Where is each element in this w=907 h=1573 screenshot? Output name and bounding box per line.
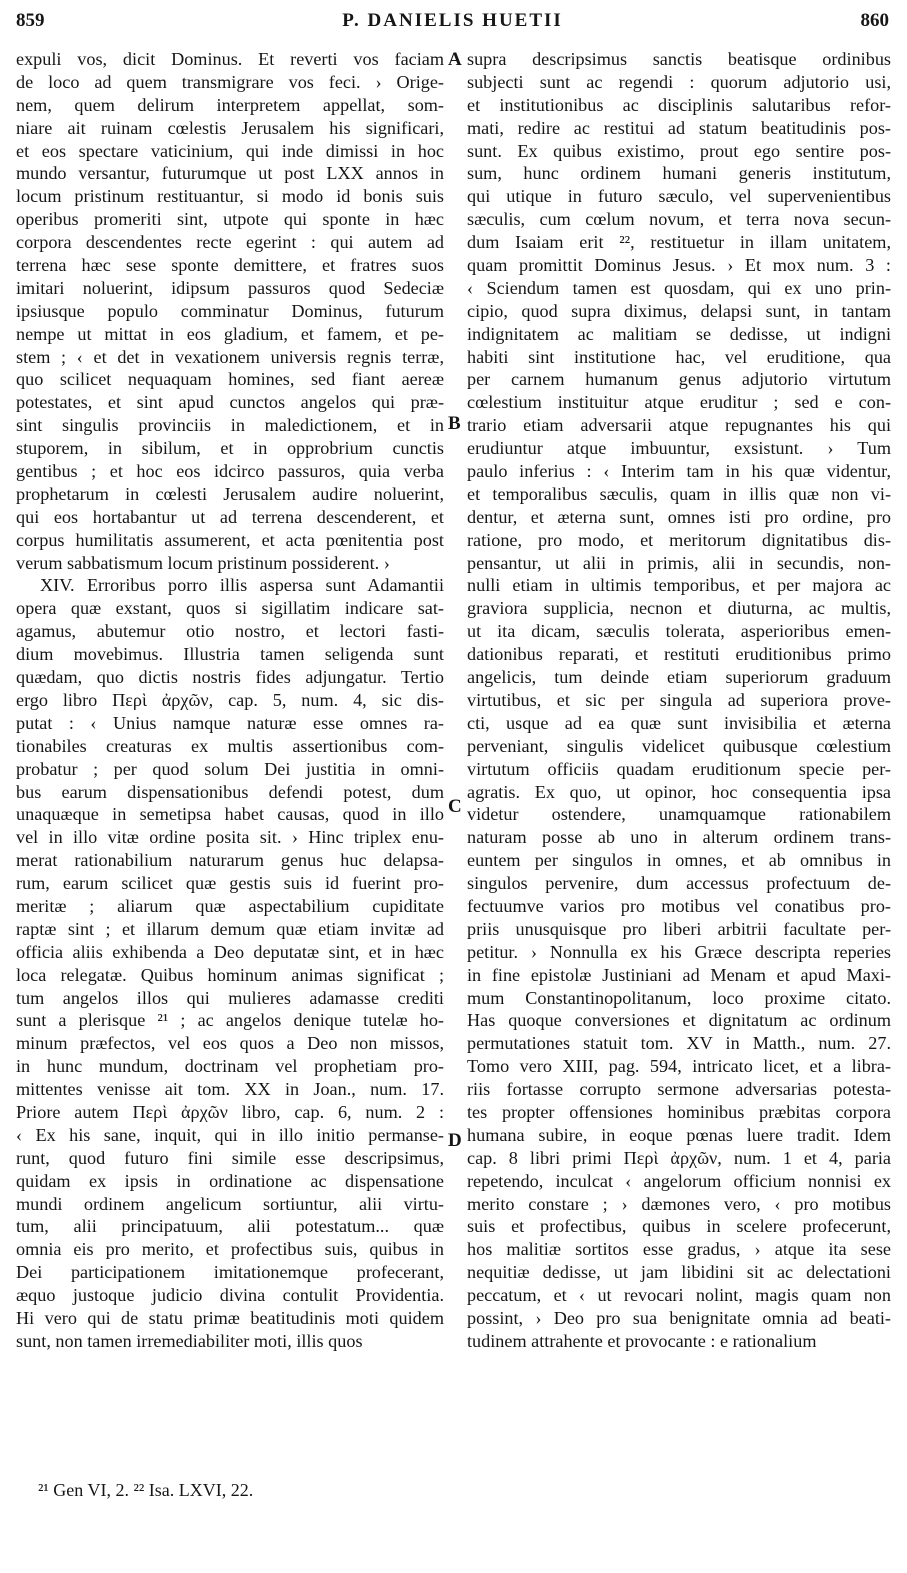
text-line: ergo libro Περὶ ἀρχῶν, cap. 5, num. 4, sic dis- xyxy=(16,689,444,710)
margin-mark-a: A xyxy=(448,49,462,70)
text-line: de loco ad quem transmigrare vos feci. › Orige- xyxy=(16,71,444,92)
text-line: merito constare ; › dæmones vero, ‹ pro motibus xyxy=(467,1193,891,1214)
text-line: corpus humilitatis assumerent, et acta pœnitentia post xyxy=(16,529,444,550)
text-line: stuporem, in sibilum, et in opprobrium cunctis xyxy=(16,438,444,459)
text-line: qui utique in futuro sæculo, vel supervenientibus xyxy=(467,186,891,207)
text-line: terrena hæc sese sponte demittere, et fratres suos xyxy=(16,255,444,276)
text-line: quædam, quo dictis nostris fides adjungatur. Tertio xyxy=(16,667,444,688)
text-line: permutationes statuit tom. XV in Matth., num. 27. xyxy=(467,1033,891,1054)
text-line: imitari noluerint, idipsum passuros quod Sedeciæ xyxy=(16,277,444,298)
text-line: dium movebimus. Illustria tamen seligenda sunt xyxy=(16,644,444,665)
text-line: dum Isaiam erit ²², restituetur in illam unitatem, xyxy=(467,232,891,253)
text-line: naturam posse ab uno in alterum ordinem trans- xyxy=(467,827,891,848)
text-line: tionabiles creaturas ex multis assertionibus com- xyxy=(16,735,444,756)
text-line: virtutum officiis quadam eruditionum specie per- xyxy=(467,758,891,779)
page-number-left: 859 xyxy=(16,10,45,31)
text-line: minum præfectos, vel eos quos a Deo non missos, xyxy=(16,1033,444,1054)
running-header xyxy=(16,10,889,42)
text-line: operibus promeriti sint, utpote qui sponte in hæc xyxy=(16,209,444,230)
text-line: habiti sint institutione hac, vel eruditione, qua xyxy=(467,346,891,367)
text-line: singulos pervenire, dum accessus profectuum de- xyxy=(467,873,891,894)
text-line: locum pristinum restituantur, si modo id bonis suis xyxy=(16,186,444,207)
text-line: nulli etiam in ultimis temporibus, et per majora ac xyxy=(467,575,891,596)
text-line: graviora supplicia, necnon et diuturna, ac multis, xyxy=(467,598,891,619)
text-line: quam promittit Dominus Jesus. › Et mox num. 3 : xyxy=(467,255,891,276)
text-line: loca relegatæ. Quibus hominum animas significat ; xyxy=(16,964,444,985)
text-line: repetendo, inculcat ‹ angelorum officium nonnisi ex xyxy=(467,1170,891,1191)
text-line: fectuumve varios pro motibus vel conatibus pro- xyxy=(467,895,891,916)
text-line: nequitiæ dedisse, ut jam libidini sit ac delectationi xyxy=(467,1262,891,1283)
text-line: sunt, non tamen irremediabiliter moti, illis quos xyxy=(16,1330,363,1351)
text-line: per carnem humanum genus adjutorio virtutum xyxy=(467,369,891,390)
text-line: tudinem attrahente et provocante : e rationalium xyxy=(467,1330,817,1351)
text-line: stem ; ‹ et det in vexationem universis regnis terræ, xyxy=(16,346,444,367)
text-line: pensantur, ut alii in primis, alii in secundis, non- xyxy=(467,552,891,573)
text-line: prophetarum in cœlesti Jerusalem audire noluerint, xyxy=(16,483,444,504)
text-line: dentur, et æterna sunt, omnes isti pro ordine, pro xyxy=(467,506,891,527)
text-line: niare ait ruinam cœlestis Jerusalem his significari, xyxy=(16,117,444,138)
text-line: peccatum, et ‹ ut revocari nolint, magis quam non xyxy=(467,1285,891,1306)
text-line: expuli vos, dicit Dominus. Et reverti vos faciam xyxy=(16,49,444,69)
page-number-right: 860 xyxy=(860,10,889,31)
text-line: unaquæque in semetipsa habet causas, quod in illo xyxy=(16,804,444,825)
text-line: XIV. Erroribus porro illis aspersa sunt Adamantii xyxy=(40,575,444,596)
text-line: suis et profectibus, quibus in scelere profecerunt, xyxy=(467,1216,891,1237)
text-line: raptæ sint ; et illarum demum quæ etiam invitæ ad xyxy=(16,918,444,939)
text-line: humana subire, in eoque pœnas luere tradit. Idem xyxy=(467,1124,891,1145)
text-line: riis fortasse corrupto sermone adversarias potesta- xyxy=(467,1079,891,1100)
running-title: P. DANIELIS HUETII xyxy=(342,10,563,31)
text-line: tum angelos illos qui mulieres adamasse crediti xyxy=(16,987,444,1008)
text-line: mum Constantinopolitanum, loco proxime citato. xyxy=(467,987,891,1008)
text-line: mati, redire ac restitui ad statum beatitudinis pos- xyxy=(467,117,891,138)
text-line: angelicis, tum deinde etiam superiorum graduum xyxy=(467,667,891,688)
text-line: dationibus reparati, et restituti eruditionibus primo xyxy=(467,644,891,665)
text-line: meritæ ; aliarum quæ aspectabilium cupiditate xyxy=(16,895,444,916)
text-line: paulo inferius : ‹ Interim tam in his quæ videntur, xyxy=(467,461,891,482)
text-line: et eos spectare vaticinium, qui inde dimissi in hoc xyxy=(16,140,444,161)
text-line: putat : ‹ Unius namque naturæ esse omnes ra- xyxy=(16,712,444,733)
text-line: rum, earum scilicet quæ gestis suis id fuerint pro- xyxy=(16,873,444,894)
text-line: sunt a plerisque ²¹ ; ac angelos denique tutelæ ho- xyxy=(16,1010,444,1031)
text-line: runt, quod futuro fini simile esse descripsimus, xyxy=(16,1147,444,1168)
text-line: Priore autem Περὶ ἀρχῶν libro, cap. 6, num. 2 : xyxy=(16,1101,444,1122)
text-line: bus earum dispensationibus defendi potest, dum xyxy=(16,781,444,802)
text-line: gentibus ; et hoc eos idcirco passuros, quia verba xyxy=(16,461,444,482)
footnotes: ²¹ Gen VI, 2. ²² Isa. LXVI, 22. xyxy=(38,1480,254,1500)
margin-mark-d: D xyxy=(448,1130,462,1151)
text-line: quidam ex ipsis in ordinatione ac dispensatione xyxy=(16,1170,444,1191)
text-line: Dei participationem imitationemque profecerant, xyxy=(16,1262,444,1283)
text-line: æquo justoque judicio divina contulit Providentia. xyxy=(16,1285,444,1306)
text-line: verum sabbatismum locum pristinum possiderent. › xyxy=(16,552,390,573)
text-line: tes propter offensiones hominibus præbitas corpora xyxy=(467,1101,891,1122)
text-line: opera quæ exstant, quos si sigillatim indicare sat- xyxy=(16,598,444,619)
text-line: sint singulis provinciis in maledictionem, et in xyxy=(16,415,444,436)
right-column xyxy=(467,48,891,1353)
text-line: agamus, abutemur otio nostro, et lectori fasti- xyxy=(16,621,444,642)
text-line: virtutibus, et sic per singula ad superiora prove- xyxy=(467,689,891,710)
text-line: merat rationabilium naturarum genus huc delapsa- xyxy=(16,850,444,871)
text-line: erudiuntur atque imbuuntur, exsistunt. › Tum xyxy=(467,438,891,459)
text-line: vel in illo vitæ ordine posita sit. › Hinc triplex enu- xyxy=(16,827,444,848)
text-line: ut ita dicam, sæculis tolerata, asperioribus emen- xyxy=(467,621,891,642)
text-line: cœlestium instituitur atque eruditur ; sed e con- xyxy=(467,392,891,413)
text-line: cipio, quod supra diximus, delapsi sunt, in tantam xyxy=(467,300,891,321)
text-line: ‹ Ex his sane, inquit, qui in illo initio permanse- xyxy=(16,1124,444,1145)
text-line: qui eos hortabantur ut ad terrena descenderent, et xyxy=(16,506,444,527)
text-line: in hunc mundum, doctrinam vel prophetiam pro- xyxy=(16,1056,444,1077)
text-line: priis unusquisque pro liberi arbitrii facultate per- xyxy=(467,918,891,939)
text-line: videtur ostendere, unamquamque rationabilem xyxy=(467,804,891,825)
text-line: ipsiusque populo comminatur Dominus, futurum xyxy=(16,300,444,321)
text-line: cap. 8 libri primi Περὶ ἀρχῶν, num. 1 et 4, paria xyxy=(467,1147,891,1168)
text-line: hos malitiæ sortitos esse gradus, › atque ita sese xyxy=(467,1239,891,1260)
text-line: quo scilicet nequaquam homines, sed fiant aereæ xyxy=(16,369,444,390)
text-line: et temporalibus sæculis, quam in illis quæ non vi- xyxy=(467,483,891,504)
text-line: mundi ordinem angelicum sortiuntur, alii virtu- xyxy=(16,1193,444,1214)
margin-mark-b: B xyxy=(448,413,461,434)
text-line: possint, › Deo pro sua benignitate omnia ad beati- xyxy=(467,1307,891,1328)
text-line: petitur. › Nonnulla ex his Græce descripta reperies xyxy=(467,941,891,962)
text-line: tum, alii principatuum, alii potestatum... quæ xyxy=(16,1216,444,1237)
text-line: ratione, pro modo, et meritorum dignitatibus dis- xyxy=(467,529,891,550)
text-line: omnia eis pro merito, et profectibus suis, quibus in xyxy=(16,1239,444,1260)
text-line: officia aliis exhibenda a Deo deputatæ sint, et in hæc xyxy=(16,941,444,962)
text-line: agratis. Ex quo, ut opinor, hoc consequentia ipsa xyxy=(467,781,891,802)
text-line: indignitatem ac malitiam se dedisse, ut indigni xyxy=(467,323,891,344)
text-line: trario etiam adversarii atque repugnantes his qui xyxy=(467,415,891,436)
text-line: sunt. Ex quibus existimo, prout ego sentire pos- xyxy=(467,140,891,161)
text-line: ‹ Sciendum tamen est quosdam, qui ex uno prin- xyxy=(467,277,891,298)
text-line: corpora descendentes recte egerint : qui autem ad xyxy=(16,232,444,253)
text-line: nempe ut mittat in eos gladium, et famem, et pe- xyxy=(16,323,444,344)
text-line: probatur ; per quod solum Dei justitia in omni- xyxy=(16,758,444,779)
text-line: supra descripsimus sanctis beatisque ordinibus xyxy=(467,49,891,69)
text-line: mittentes venisse ait tom. XX in Joan., num. 17. xyxy=(16,1079,444,1100)
margin-mark-c: C xyxy=(448,796,462,817)
text-line: subjecti sunt ac regendi : quorum adjutorio usi, xyxy=(467,71,891,92)
left-column xyxy=(16,48,444,1353)
text-line: Has quoque conversiones et dignitatum ac ordinum xyxy=(467,1010,891,1031)
text-line: Tomo vero XIII, pag. 594, intricato licet, et a libra- xyxy=(467,1056,891,1077)
text-line: in fine epistolæ Justiniani ad Menam et apud Maxi- xyxy=(467,964,891,985)
text-line: sum, hunc ordinem humani generis institutum, xyxy=(467,163,891,184)
text-line: nem, quem delirum interpretem appellat, som- xyxy=(16,94,444,115)
text-line: euntem per singulos in omnes, et ab omnibus in xyxy=(467,850,891,871)
text-line: potestates, et sint apud cunctos angelos qui præ- xyxy=(16,392,444,413)
text-line: Hi vero qui de statu primæ beatitudinis moti quidem xyxy=(16,1307,444,1328)
text-line: sæculis, cum cœlum novum, et terra nova secun- xyxy=(467,209,891,230)
text-line: cti, usque ad ea quæ sunt invisibilia et æterna xyxy=(467,712,891,733)
text-line: perveniant, singulis videlicet quibusque cœlestium xyxy=(467,735,891,756)
text-line: et institutionibus ac disciplinis salutaribus refor- xyxy=(467,94,891,115)
text-line: mundo versantur, futurumque ut post LXX annos in xyxy=(16,163,444,184)
